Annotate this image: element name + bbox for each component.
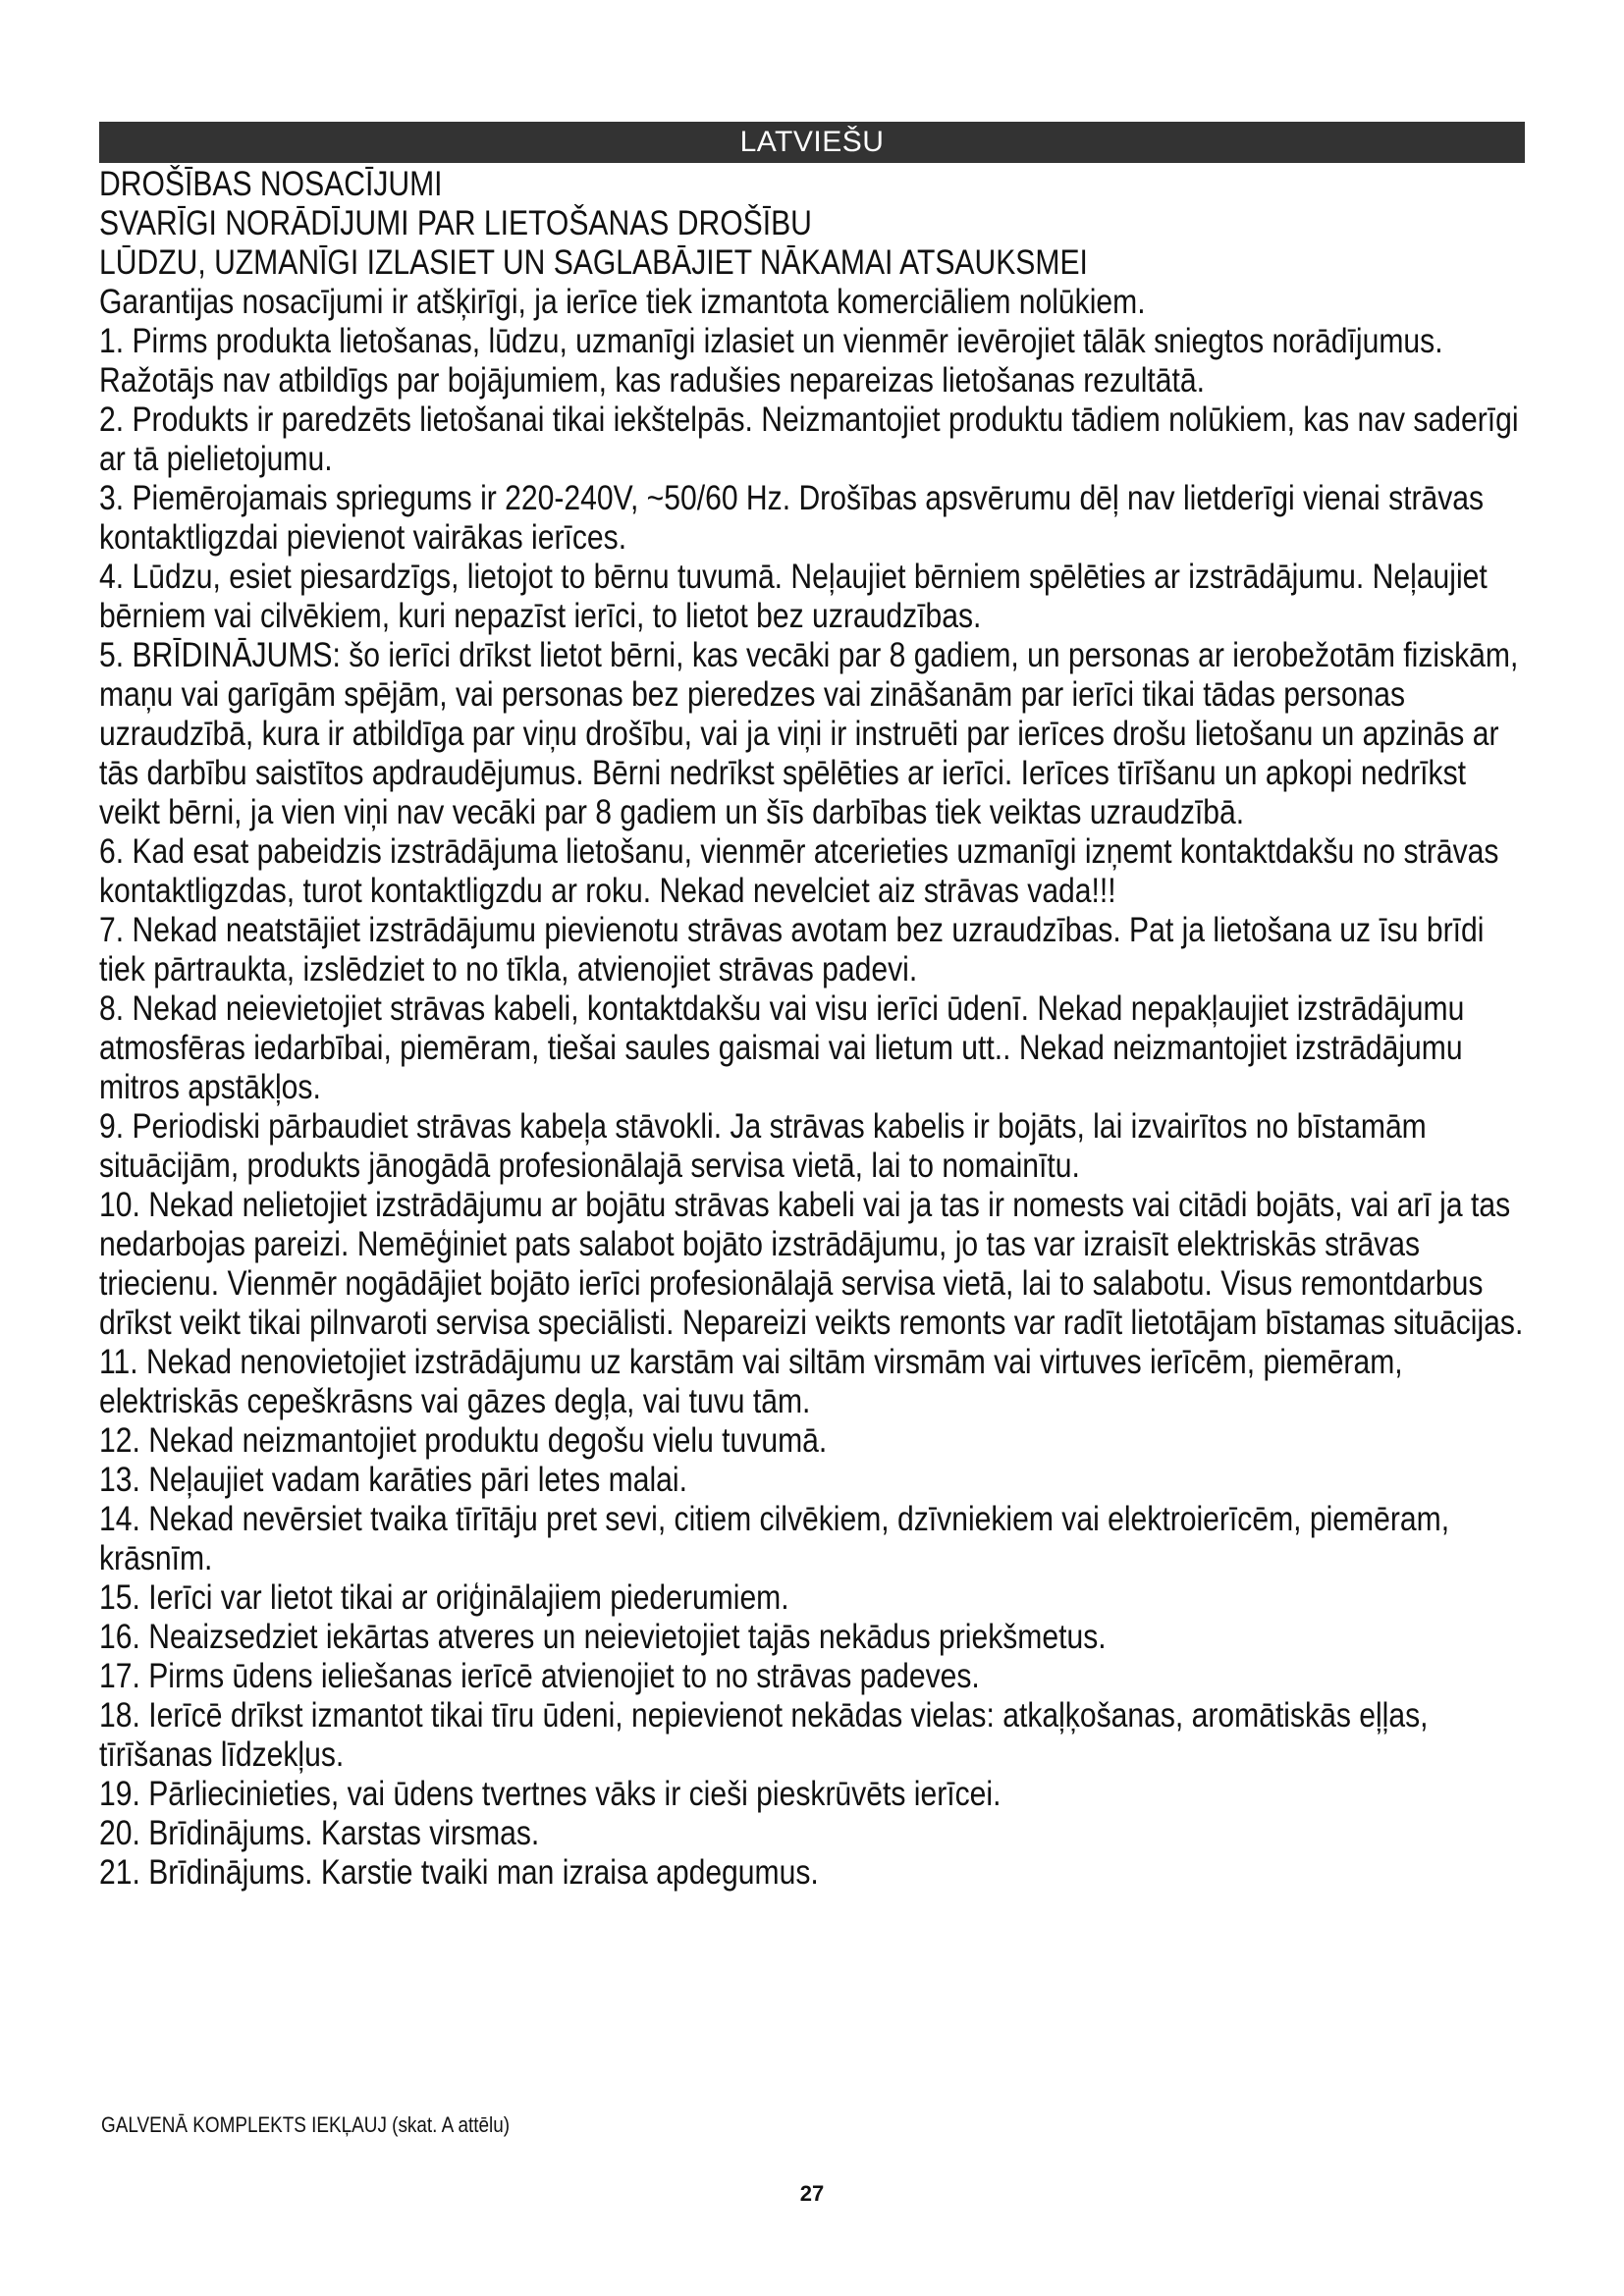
safety-item-21: 21. Brīdinājums. Karstie tvaiki man izraisa apdegumus. xyxy=(99,1853,819,1892)
safety-item-1: 1. Pirms produkta lietošanas, lūdzu, uzmanīgi izlasiet un vienmēr ievērojiet tālāk sniegtos norādījumus. Ražotājs nav atbildīgs par bojājumiem, kas radušies nepareizas lietošanas rezultātā. xyxy=(99,322,1443,400)
page-number: 27 xyxy=(799,2181,825,2206)
language-bar: LATVIEŠU xyxy=(99,122,1525,163)
safety-item-14: 14. Nekad nevērsiet tvaika tīrītāju pret sevi, citiem cilvēkiem, dzīvniekiem vai elektroierīcēm, piemēram, krāsnīm. xyxy=(99,1500,1450,1577)
safety-item-9: 9. Periodiski pārbaudiet strāvas kabeļa stāvokli. Ja strāvas kabelis ir bojāts, lai izvairītos no bīstamām situācijām, produkts jānogādā profesionālajā servisa vietā, lai to nomainītu. xyxy=(99,1107,1427,1185)
page-content xyxy=(99,122,1525,1893)
safety-item-12: 12. Nekad neizmantojiet produktu degošu vielu tuvumā. xyxy=(99,1421,828,1460)
safety-item-18: 18. Ierīcē drīkst izmantot tikai tīru ūdeni, nepievienot nekādas vielas: atkaļķošanas, aromātiskās eļļas, tīrīšanas līdzekļus. xyxy=(99,1696,1429,1774)
safety-item-3: 3. Piemērojamais spriegums ir 220-240V, ~50/60 Hz. Drošības apsvērumu dēļ nav lietderīgi vienai strāvas kontaktligzdai pievienot vairākas ierīces. xyxy=(99,479,1485,557)
heading-read-and-keep: LŪDZU, UZMANĪGI IZLASIET UN SAGLABĀJIET NĀKAMAI ATSAUKSMEI xyxy=(99,243,1088,282)
warranty-note: Garantijas nosacījumi ir atšķirīgi, ja ierīce tiek izmantota komerciāliem nolūkiem. xyxy=(99,283,1146,321)
safety-item-19: 19. Pārliecinieties, vai ūdens tvertnes vāks ir cieši pieskrūvēts ierīcei. xyxy=(99,1775,1001,1813)
safety-item-10: 10. Nekad nelietojiet izstrādājumu ar bojātu strāvas kabeli vai ja tas ir nomests vai citādi bojāts, vai arī ja tas nedarbojas pareizi. Nemēģiniet pats salabot bojāto izstrādājumu, jo tas var izraisīt elektriskās strāvas triecienu. Vienmēr nogādājiet bojāto ierīci profesionālajā servisa vietā, lai to salabotu. Visus remontdarbus drīkst veikt tikai pilnvaroti servisa speciālisti. Nepareizi veikts remonts var radīt lietotājam bīstamas situācijas. xyxy=(99,1186,1524,1342)
safety-item-8: 8. Nekad neievietojiet strāvas kabeli, kontaktdakšu vai visu ierīci ūdenī. Nekad nepakļaujiet izstrādājumu atmosfēras iedarbībai, piemēram, tiešai saules gaismai vai lietum utt.. Nekad neizmantojiet izstrādājumu mitros apstākļos. xyxy=(99,989,1465,1106)
safety-item-20: 20. Brīdinājums. Karstas virsmas. xyxy=(99,1814,540,1852)
safety-list xyxy=(99,322,1525,1893)
safety-item-5: 5. BRĪDINĀJUMS: šo ierīci drīkst lietot bērni, kas vecāki par 8 gadiem, un personas ar ierobežotām fiziskām, maņu vai garīgām spējām, vai personas bez pieredzes vai zināšanām par ierīci tikai tādas personas uzraudzībā, kura ir atbildīga par viņu drošību, vai ja viņi ir instruēti par ierīces drošu lietošanu un apzinās ar tās darbību saistītos apdraudējumus. Bērni nedrīkst spēlēties ar ierīci. Ierīces tīrīšanu un apkopi nedrīkst veikt bērni, ja vien viņi nav vecāki par 8 gadiem un šīs darbības tiek veiktas uzraudzībā. xyxy=(99,636,1519,831)
safety-item-17: 17. Pirms ūdens ieliešanas ierīcē atvienojiet to no strāvas padeves. xyxy=(99,1657,980,1695)
safety-item-6: 6. Kad esat pabeidzis izstrādājuma lietošanu, vienmēr atcerieties uzmanīgi izņemt kontaktdakšu no strāvas kontaktligzdas, turot kontaktligzdu ar roku. Nekad nevelciet aiz strāvas vada!!! xyxy=(99,832,1499,910)
safety-text xyxy=(99,165,1525,1893)
heading-safety-conditions: DROŠĪBAS NOSACĪJUMI xyxy=(99,165,443,203)
safety-item-16: 16. Neaizsedziet iekārtas atveres un neievietojiet tajās nekādus priekšmetus. xyxy=(99,1618,1107,1656)
safety-item-11: 11. Nekad nenovietojiet izstrādājumu uz karstām vai siltām virsmām vai virtuves ierīcēm, piemēram, elektriskās cepeškrāsns vai gāzes degļa, vai tuvu tām. xyxy=(99,1343,1403,1420)
safety-item-4: 4. Lūdzu, esiet piesardzīgs, lietojot to bērnu tuvumā. Neļaujiet bērniem spēlēties ar izstrādājumu. Neļaujiet bērniem vai cilvēkiem, kuri nepazīst ierīci, to lietot bez uzraudzības. xyxy=(99,558,1488,635)
safety-item-7: 7. Nekad neatstājiet izstrādājumu pievienotu strāvas avotam bez uzraudzības. Pat ja lietošana uz īsu brīdi tiek pārtraukta, izslēdziet to no tīkla, atvienojiet strāvas padevi. xyxy=(99,911,1485,988)
heading-important-instructions: SVARĪGI NORĀDĪJUMI PAR LIETOŠANAS DROŠĪBU xyxy=(99,204,812,242)
safety-item-2: 2. Produkts ir paredzēts lietošanai tikai iekštelpās. Neizmantojiet produktu tādiem nolūkiem, kas nav saderīgi ar tā pielietojumu. xyxy=(99,400,1519,478)
safety-item-13: 13. Neļaujiet vadam karāties pāri letes malai. xyxy=(99,1461,687,1499)
safety-item-15: 15. Ierīci var lietot tikai ar oriģinālajiem piederumiem. xyxy=(99,1578,789,1617)
main-kit-caption: GALVENĀ KOMPLEKTS IEKĻAUJ (skat. A attēlu) xyxy=(101,2112,511,2137)
